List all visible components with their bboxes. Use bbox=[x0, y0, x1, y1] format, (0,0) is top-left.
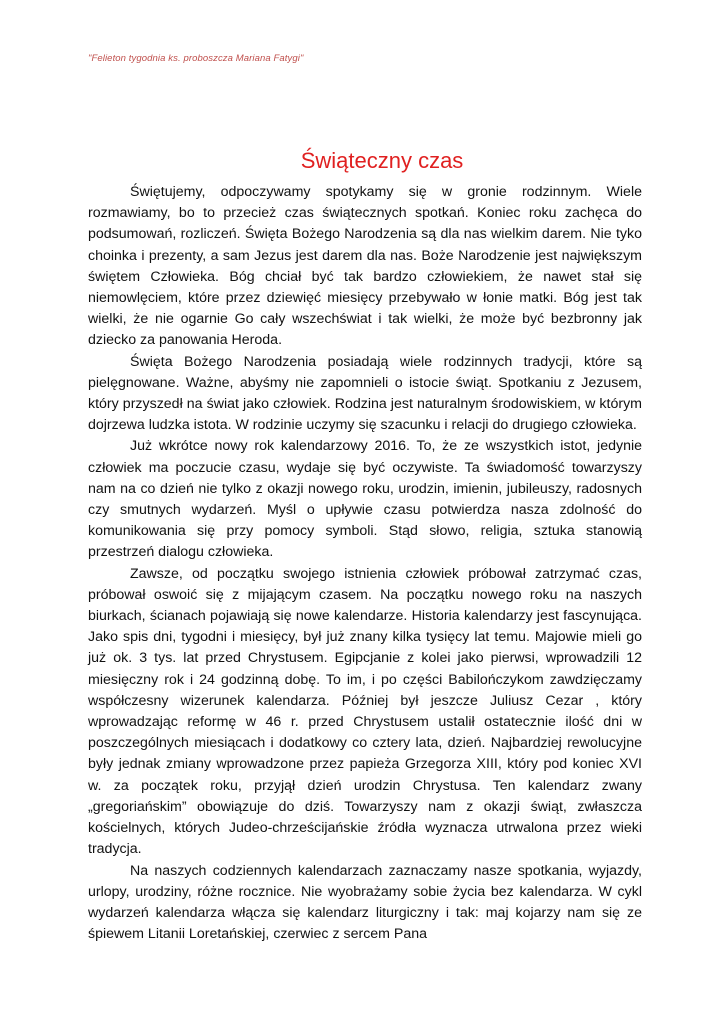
paragraph-2: Święta Bożego Narodzenia posiadają wiele rodzinnych tradycji, które są pielęgnowane. Ważne, abyśmy nie zapomnieli o istocie świąt. Spotkaniu z Jezusem, który przyszedł na świat jako człowiek. Rodzina jest naturalnym środowiskiem, w którym dojrzewa ludzka istota. W rodzinie uczymy się szacunku i relacji do drugiego człowieka. bbox=[88, 353, 642, 434]
paragraph-4: Zawsze, od początku swojego istnienia człowiek próbował zatrzymać czas, próbował oswoić się z mijającym czasem. Na początku nowego roku na naszych biurkach, ścianach pojawiają się nowe kalendarze. Historia kalendarzy jest fascynująca. Jako spis dni, tygodni i miesięcy, był już znany kilka tysięcy lat temu. Majowie mieli go już ok. 3 tys. lat przed Chrystusem. Egipcjanie z kolei jako pierwsi, wprowadzili 12 miesięczny rok i 24 godzinną dobę. To im, i po części Babilończykom zawdzięczamy współczesny wizerunek kalendarza. Później był jeszcze Juliusz Cezar , który wprowadzając reformę w 46 r. przed Chrystusem ustalił ostatecznie ilość dni w poszczególnych miesiącach i dodatkowy co cztery lata, dzień. Najbardziej rewolucyjne były jednak zmiany wprowadzone przez papieża Grzegorza XIII, który pod koniec XVI w. za początek roku, przyjął dzień urodzin Chrystusa. Ten kalendarz zwany „gregoriańskim” obowiązuje do dziś. Towarzyszy nam z okazji świąt, zwłaszcza kościelnych, których Judeo-chrześcijańskie źródła wyznacza utrwalona przez wieki tradycja. bbox=[88, 565, 642, 858]
page-title: Świąteczny czas bbox=[300, 147, 464, 173]
paragraph-3: Już wkrótce nowy rok kalendarzowy 2016. To, że ze wszystkich istot, jedynie człowiek ma poczucie czasu, wydaje się być oczywiste. Ta świadomość towarzyszy nam na co dzień nie tylko z okazji nowego roku, urodzin, imienin, jubileuszy, radosnych czy smutnych wydarzeń. Myśl o upływie czasu potwierdza nasza zdolność do komunikowania się przy pomocy symboli. Stąd słowo, religia, sztuka stanowią przestrzeń dialogu człowieka. bbox=[88, 438, 642, 561]
paragraph-1: Świętujemy, odpoczywamy spotykamy się w gronie rodzinnym. Wiele rozmawiamy, bo to przecież czas świątecznych spotkań. Koniec roku zachęca do podsumowań, rozliczeń. Święta Bożego Narodzenia są dla nas wielkim darem. Nie tyko choinka i prezenty, a sam Jezus jest darem dla nas. Boże Narodzenie jest największym świętem Człowieka. Bóg chciał być tak bardzo człowiekiem, że nawet stał się niemowlęciem, które przez dziewięć miesięcy przebywało w łonie matki. Bóg jest tak wielki, że nie ogarnie Go cały wszechświat i tak wielki, że może być bezbronny jak dziecko za panowania Heroda. bbox=[88, 184, 642, 349]
article-body bbox=[88, 182, 642, 945]
paragraph-5: Na naszych codziennych kalendarzach zaznaczamy nasze spotkania, wyjazdy, urlopy, urodziny, różne rocznice. Nie wyobrażamy sobie życia bez kalendarza. W cykl wydarzeń kalendarza włącza się kalendarz liturgiczny i tak: maj kojarzy nam się ze śpiewem Litanii Loretańskiej, czerwiec z sercem Pana bbox=[88, 862, 642, 943]
header-note: "Felieton tygodnia ks. proboszcza Mariana Fatygi" bbox=[88, 53, 304, 64]
